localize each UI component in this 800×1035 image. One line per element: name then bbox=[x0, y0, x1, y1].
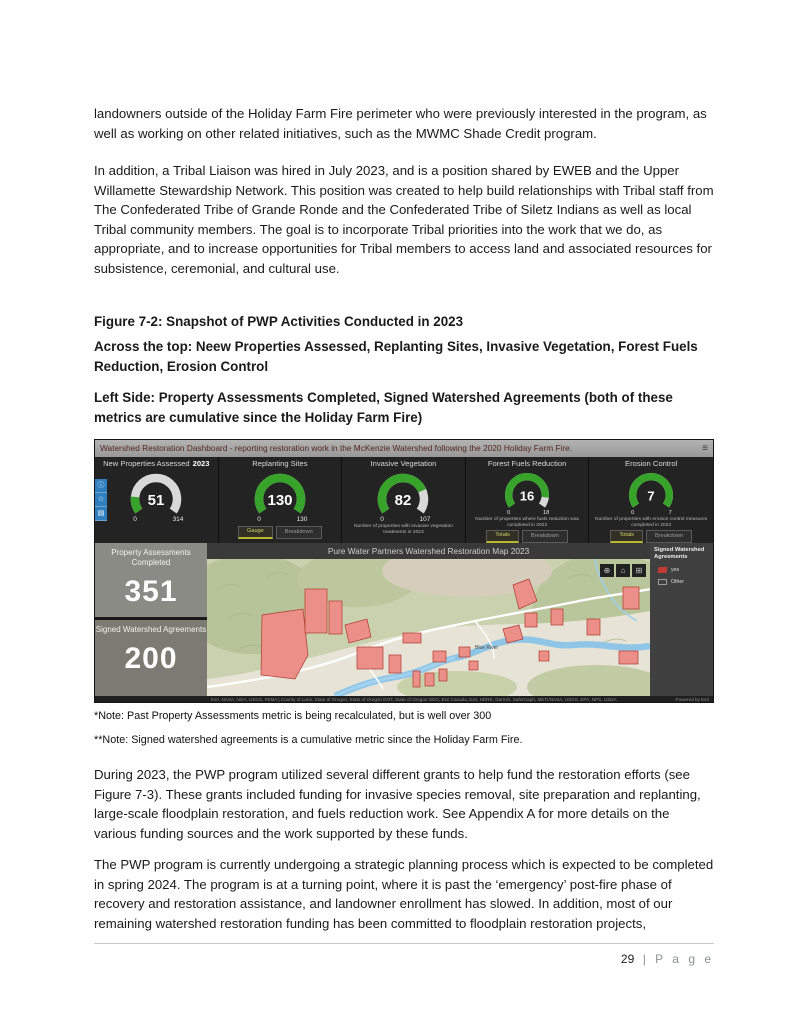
home-icon[interactable]: ⌂ bbox=[616, 564, 630, 577]
gauge-panel-new-properties bbox=[95, 457, 219, 543]
legend-title: Signed Watershed Agreements bbox=[654, 547, 705, 560]
page-label: | P a g e bbox=[642, 952, 714, 967]
gauge-chart bbox=[492, 468, 562, 517]
metric-label: Signed Watershed Agreements bbox=[95, 625, 207, 635]
gauge-caption: Number of properties with invasive vegetation treatments in 2023 bbox=[354, 524, 453, 535]
gauge-panel-erosion-control bbox=[589, 457, 713, 543]
basemap-icon[interactable]: ⊞ bbox=[632, 564, 646, 577]
gauge-max: 130 bbox=[296, 516, 308, 524]
gauge-tab-buttons bbox=[610, 530, 692, 543]
paragraph-4: The PWP program is currently undergoing a strategic planning process which is expected to be completed in spring 2024. The program is at a turning point, where it is past the ‘emergency’ post-fire phase of recovery and restoration assistance, and landowner enrollment has slowed. In addition, most of our remaining watershed restoration funding has been committed to floodplain restoration projects, bbox=[94, 857, 714, 931]
gauge-chart bbox=[121, 468, 191, 524]
gauge-row bbox=[95, 457, 713, 543]
breakdown-tab-button[interactable]: Breakdown bbox=[276, 526, 322, 539]
attribution-text: Esri, NASA, NGA, USGS, FEMA | County of Lane, State of Oregon, State of Oregon DOT, State of Oregon GEO, Esri Canada, Esri, HERE, Garmin, SafeGraph, METI/NASA, USGS, EPA, NPS, USDA bbox=[211, 697, 617, 703]
gauge-title: Erosion Control bbox=[625, 459, 678, 469]
map-legend bbox=[650, 543, 714, 696]
gauge-title: Replanting Sites bbox=[252, 459, 308, 469]
gauge-caption: Number of properties where fuels reduction was completed in 2023 bbox=[475, 516, 579, 528]
map-canvas bbox=[207, 559, 650, 696]
page-footer bbox=[94, 943, 714, 968]
gauge-caption: Number of properties with erosion control measures completed in 2023 bbox=[595, 516, 708, 528]
powered-by-esri: Powered by Esri bbox=[675, 697, 709, 703]
layers-icon[interactable]: ▤ bbox=[95, 507, 107, 521]
map-controls bbox=[600, 564, 646, 577]
gauge-chart bbox=[245, 468, 315, 524]
breakdown-tab-button[interactable]: Breakdown bbox=[646, 530, 692, 543]
gauge-title: Invasive Vegetation bbox=[370, 459, 437, 469]
metric-value: 351 bbox=[124, 575, 178, 609]
totals-tab-button[interactable]: Totals bbox=[610, 530, 643, 543]
side-toolbar bbox=[95, 479, 107, 521]
info-icon[interactable]: ⓘ bbox=[95, 479, 107, 493]
red-parcel-swatch bbox=[657, 567, 667, 573]
gauge-value: 7 bbox=[647, 488, 655, 504]
gauge-tab-button[interactable]: Gauge bbox=[238, 526, 273, 539]
metric-value: 200 bbox=[124, 642, 178, 676]
legend-item-yes: yes bbox=[658, 567, 711, 573]
breakdown-tab-button[interactable]: Breakdown bbox=[522, 530, 568, 543]
gauge-max: 7 bbox=[668, 510, 672, 517]
gauge-value: 82 bbox=[395, 492, 412, 510]
map-attribution-bar bbox=[95, 696, 713, 703]
page-number: 29 bbox=[620, 952, 635, 967]
gauge-max: 107 bbox=[420, 516, 431, 524]
gauge-min: 0 bbox=[631, 510, 635, 517]
paragraph-3: During 2023, the PWP program utilized several different grants to help fund the restoration efforts (see Figure 7-3). These grants included funding for invasive species removal, site preparation and replanting, large-scale floodplain restoration, and fuels reduction work. See Appendix A for more details on the various funding sources and the work supported by these funds. bbox=[94, 767, 701, 841]
gauge-title: Forest Fuels Reduction bbox=[487, 459, 567, 469]
gauge-chart bbox=[368, 468, 438, 524]
gauge-panel-invasive-vegetation bbox=[342, 457, 466, 543]
menu-icon[interactable]: ≡ bbox=[702, 443, 708, 455]
metric-column bbox=[95, 543, 207, 696]
gauge-max: 314 bbox=[172, 516, 184, 524]
dashboard-title-bar bbox=[95, 440, 713, 457]
gauge-value: 130 bbox=[267, 492, 293, 510]
gauge-value: 16 bbox=[519, 488, 535, 504]
figure-caption-top-row: Across the top: Neew Properties Assessed, Replanting Sites, Invasive Vegetation, Forest Fuels Reduction, Erosion Control bbox=[94, 339, 698, 374]
gauge-min: 0 bbox=[133, 516, 138, 524]
gauge-title: New Properties Assessed 2023 bbox=[103, 459, 210, 469]
figure-caption-title: Figure 7-2: Snapshot of PWP Activities Conducted in 2023 bbox=[94, 314, 464, 329]
map-title: Pure Water Partners Watershed Restoration Map 2023 bbox=[207, 543, 650, 559]
legend-item-other: Other bbox=[658, 579, 711, 585]
gauge-tab-buttons bbox=[486, 530, 568, 543]
watershed-map[interactable] bbox=[207, 559, 650, 696]
figure-caption-left-side: Left Side: Property Assessments Completed, Signed Watershed Agreements (both of these metrics are cumulative since the Holiday Farm Fire) bbox=[94, 390, 673, 425]
paragraph-2: In addition, a Tribal Liaison was hired in July 2023, and is a position shared by EWEB and the Upper Willamette Stewardship Network. This position was created to help build relationships with Tribal staff from The Confederated Tribe of Grande Ronde and the Confederated Tribe of Siletz Indians as well as local Tribal community members. The goal is to incorporate Tribal priorities into the work that we do, as appropriate, and to increase opportunities for Tribal members to access land and associated resources for subsistence, ceremonial, and cultural use. bbox=[94, 163, 714, 276]
totals-tab-button[interactable]: Totals bbox=[486, 530, 519, 543]
gauge-min: 0 bbox=[380, 516, 385, 524]
gauge-chart bbox=[616, 468, 686, 517]
metric-property-assessments bbox=[95, 543, 207, 617]
figure-note-1: *Note: Past Property Assessments metric is being recalculated, but is well over 300 bbox=[94, 710, 492, 723]
map-place-label: Blue River bbox=[475, 645, 499, 652]
favorites-icon[interactable]: ☆ bbox=[95, 493, 107, 507]
zoom-icon[interactable]: ⊕ bbox=[600, 564, 614, 577]
gauge-min: 0 bbox=[257, 516, 261, 524]
gauge-max: 18 bbox=[543, 510, 550, 517]
gauge-panel-replanting-sites bbox=[219, 457, 343, 543]
paragraph-1: landowners outside of the Holiday Farm Fire perimeter who were previously interested in the program, as well as working on other related initiatives, such as the MWMC Shade Credit program. bbox=[94, 106, 707, 141]
figure-note-2: **Note: Signed watershed agreements is a cumulative metric since the Holiday Farm Fire. bbox=[94, 734, 523, 747]
gauge-value: 51 bbox=[147, 492, 165, 510]
other-parcel-swatch bbox=[658, 579, 667, 585]
map-row bbox=[95, 543, 713, 696]
gauge-tab-buttons bbox=[238, 526, 322, 539]
map-panel bbox=[207, 543, 650, 696]
figure-7-2-dashboard-screenshot bbox=[94, 439, 714, 703]
gauge-min: 0 bbox=[507, 510, 511, 517]
metric-signed-agreements bbox=[95, 620, 207, 696]
metric-label: Property Assessments Completed bbox=[111, 548, 191, 568]
dashboard-title: Watershed Restoration Dashboard - reporting restoration work in the McKenzie Watershed following the 2020 Holiday Farm Fire. bbox=[100, 443, 573, 454]
gauge-panel-forest-fuels bbox=[466, 457, 590, 543]
